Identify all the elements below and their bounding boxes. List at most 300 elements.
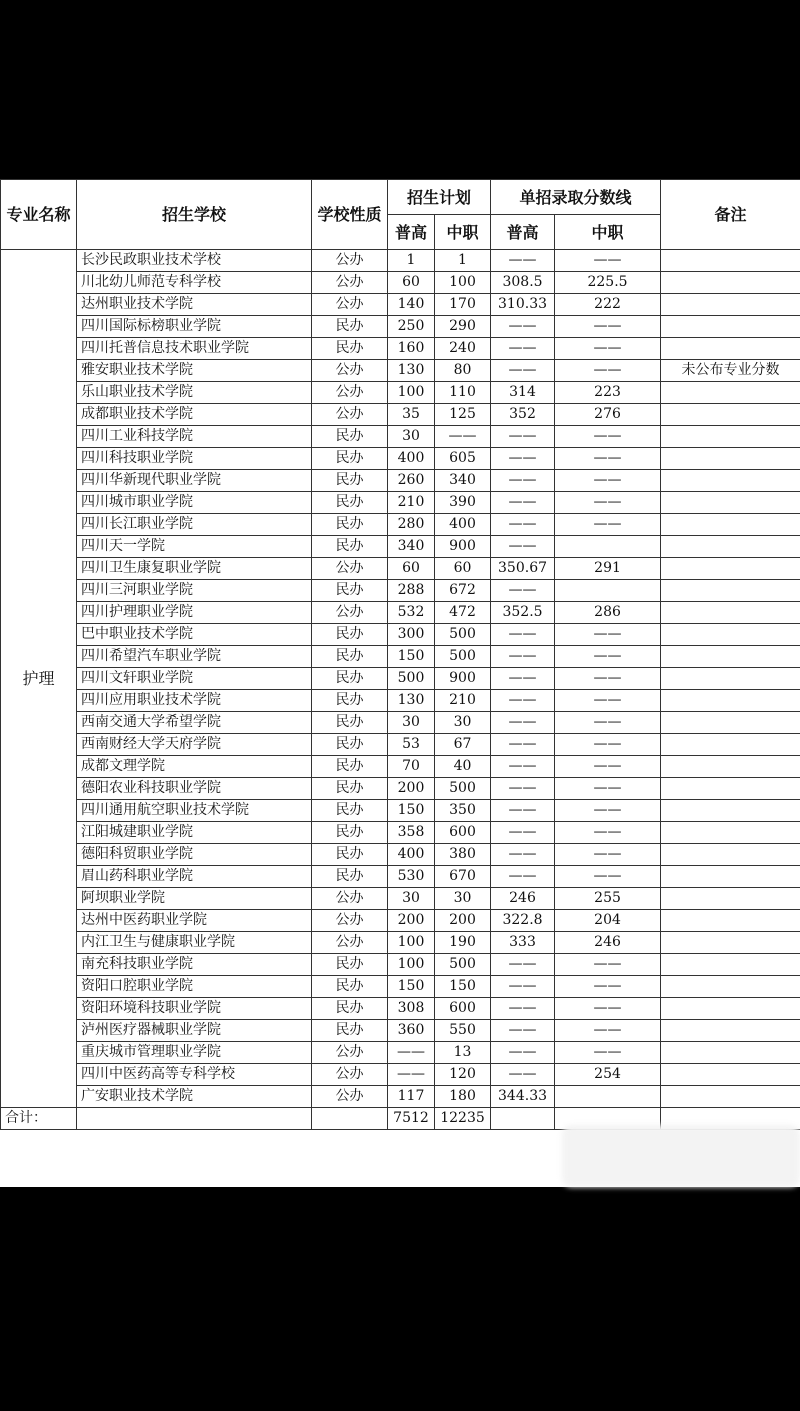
line-zz-cell: —— xyxy=(555,1020,661,1042)
plan-pg-cell: 150 xyxy=(388,646,435,668)
table-row xyxy=(1,272,800,294)
school-nature-cell: 民办 xyxy=(312,492,388,514)
table-row xyxy=(1,690,800,712)
table-row xyxy=(1,1086,800,1108)
school-nature-cell: 民办 xyxy=(312,668,388,690)
school-name-cell: 四川希望汽车职业学院 xyxy=(77,646,312,668)
school-nature-cell: 民办 xyxy=(312,514,388,536)
table-row xyxy=(1,800,800,822)
header-school: 招生学校 xyxy=(77,180,312,250)
school-name-cell: 四川文轩职业学院 xyxy=(77,668,312,690)
remark-cell xyxy=(661,778,800,800)
school-nature-cell: 公办 xyxy=(312,910,388,932)
school-name-cell: 西南交通大学希望学院 xyxy=(77,712,312,734)
remark-cell xyxy=(661,382,800,404)
line-zz-cell xyxy=(555,536,661,558)
line-zz-cell: 286 xyxy=(555,602,661,624)
line-pg-cell: —— xyxy=(491,536,555,558)
line-pg-cell: 350.67 xyxy=(491,558,555,580)
remark-cell xyxy=(661,976,800,998)
plan-pg-cell: 260 xyxy=(388,470,435,492)
line-pg-cell: 333 xyxy=(491,932,555,954)
remark-cell xyxy=(661,888,800,910)
plan-pg-cell: —— xyxy=(388,1064,435,1086)
remark-cell xyxy=(661,602,800,624)
plan-pg-cell: 200 xyxy=(388,778,435,800)
school-nature-cell: 民办 xyxy=(312,778,388,800)
school-name-cell: 四川长江职业学院 xyxy=(77,514,312,536)
line-zz-cell: —— xyxy=(555,360,661,382)
line-zz-cell: —— xyxy=(555,250,661,272)
remark-cell xyxy=(661,844,800,866)
line-pg-cell: —— xyxy=(491,668,555,690)
line-zz-cell: —— xyxy=(555,800,661,822)
line-zz-cell: 255 xyxy=(555,888,661,910)
plan-pg-cell: 60 xyxy=(388,558,435,580)
school-nature-cell: 公办 xyxy=(312,250,388,272)
school-name-cell: 成都职业技术学院 xyxy=(77,404,312,426)
remark-cell xyxy=(661,1086,800,1108)
plan-pg-cell: 30 xyxy=(388,712,435,734)
plan-zz-cell: 500 xyxy=(435,624,491,646)
plan-pg-cell: 300 xyxy=(388,624,435,646)
plan-pg-cell: 117 xyxy=(388,1086,435,1108)
remark-cell xyxy=(661,1020,800,1042)
remark-cell xyxy=(661,690,800,712)
header-major: 专业名称 xyxy=(1,180,77,250)
line-pg-cell: —— xyxy=(491,712,555,734)
plan-pg-cell: 130 xyxy=(388,690,435,712)
remark-cell xyxy=(661,272,800,294)
header-row-1 xyxy=(1,180,800,215)
line-zz-cell: —— xyxy=(555,1042,661,1064)
school-name-cell: 广安职业技术学院 xyxy=(77,1086,312,1108)
school-name-cell: 四川国际标榜职业学院 xyxy=(77,316,312,338)
table-row xyxy=(1,932,800,954)
table-row xyxy=(1,822,800,844)
line-pg-cell: 308.5 xyxy=(491,272,555,294)
line-zz-cell: 225.5 xyxy=(555,272,661,294)
school-name-cell: 达州中医药职业学院 xyxy=(77,910,312,932)
school-name-cell: 江阳城建职业学院 xyxy=(77,822,312,844)
table-row xyxy=(1,580,800,602)
plan-pg-cell: —— xyxy=(388,1042,435,1064)
plan-zz-cell: 500 xyxy=(435,646,491,668)
line-zz-cell xyxy=(555,1086,661,1108)
plan-pg-cell: 53 xyxy=(388,734,435,756)
line-zz-cell: —— xyxy=(555,976,661,998)
table-row xyxy=(1,1020,800,1042)
plan-zz-cell: 380 xyxy=(435,844,491,866)
total-empty-cell xyxy=(77,1108,312,1130)
table-row xyxy=(1,514,800,536)
plan-zz-cell: 210 xyxy=(435,690,491,712)
plan-pg-cell: 30 xyxy=(388,888,435,910)
school-nature-cell: 民办 xyxy=(312,954,388,976)
school-name-cell: 阿坝职业学院 xyxy=(77,888,312,910)
line-zz-cell: —— xyxy=(555,668,661,690)
school-nature-cell: 民办 xyxy=(312,844,388,866)
plan-zz-cell: 30 xyxy=(435,888,491,910)
school-name-cell: 资阳环境科技职业学院 xyxy=(77,998,312,1020)
plan-pg-cell: 358 xyxy=(388,822,435,844)
school-name-cell: 长沙民政职业技术学校 xyxy=(77,250,312,272)
table-row xyxy=(1,756,800,778)
school-name-cell: 四川城市职业学院 xyxy=(77,492,312,514)
school-nature-cell: 民办 xyxy=(312,316,388,338)
remark-cell xyxy=(661,1064,800,1086)
school-name-cell: 四川科技职业学院 xyxy=(77,448,312,470)
plan-zz-cell: 600 xyxy=(435,998,491,1020)
header-plan-zz: 中职 xyxy=(435,215,491,250)
school-name-cell: 德阳农业科技职业学院 xyxy=(77,778,312,800)
header-score-line: 单招录取分数线 xyxy=(491,180,661,215)
plan-pg-cell: 400 xyxy=(388,448,435,470)
total-empty-cell xyxy=(491,1108,555,1130)
table-row xyxy=(1,910,800,932)
school-nature-cell: 公办 xyxy=(312,888,388,910)
table-row xyxy=(1,426,800,448)
line-pg-cell: —— xyxy=(491,734,555,756)
line-pg-cell: 314 xyxy=(491,382,555,404)
remark-cell xyxy=(661,800,800,822)
remark-cell xyxy=(661,668,800,690)
plan-zz-cell: 67 xyxy=(435,734,491,756)
school-name-cell: 内江卫生与健康职业学院 xyxy=(77,932,312,954)
plan-zz-cell: 125 xyxy=(435,404,491,426)
school-nature-cell: 民办 xyxy=(312,866,388,888)
remark-cell xyxy=(661,932,800,954)
line-pg-cell: —— xyxy=(491,844,555,866)
line-zz-cell: —— xyxy=(555,514,661,536)
plan-zz-cell: 290 xyxy=(435,316,491,338)
line-zz-cell: —— xyxy=(555,448,661,470)
plan-zz-cell: 110 xyxy=(435,382,491,404)
line-zz-cell: 223 xyxy=(555,382,661,404)
line-pg-cell: —— xyxy=(491,514,555,536)
line-zz-cell: —— xyxy=(555,844,661,866)
remark-cell xyxy=(661,1042,800,1064)
line-pg-cell: —— xyxy=(491,756,555,778)
plan-pg-cell: 150 xyxy=(388,976,435,998)
major-name-cell: 护理 xyxy=(1,250,77,1108)
school-nature-cell: 民办 xyxy=(312,734,388,756)
plan-pg-cell: 150 xyxy=(388,800,435,822)
plan-zz-cell: 60 xyxy=(435,558,491,580)
plan-pg-cell: 35 xyxy=(388,404,435,426)
school-name-cell: 四川工业科技学院 xyxy=(77,426,312,448)
table-row xyxy=(1,998,800,1020)
plan-zz-cell: 550 xyxy=(435,1020,491,1042)
line-zz-cell: —— xyxy=(555,690,661,712)
remark-cell xyxy=(661,580,800,602)
remark-cell xyxy=(661,712,800,734)
table-row xyxy=(1,382,800,404)
line-pg-cell: —— xyxy=(491,338,555,360)
remark-cell xyxy=(661,404,800,426)
line-pg-cell: —— xyxy=(491,580,555,602)
header-line-pg: 普高 xyxy=(491,215,555,250)
school-name-cell: 四川中医药高等专科学校 xyxy=(77,1064,312,1086)
remark-cell xyxy=(661,250,800,272)
remark-cell xyxy=(661,822,800,844)
line-pg-cell: —— xyxy=(491,778,555,800)
line-pg-cell: 344.33 xyxy=(491,1086,555,1108)
table-row xyxy=(1,734,800,756)
remark-cell xyxy=(661,536,800,558)
line-pg-cell: 352.5 xyxy=(491,602,555,624)
line-pg-cell: —— xyxy=(491,690,555,712)
school-nature-cell: 公办 xyxy=(312,382,388,404)
plan-pg-cell: 400 xyxy=(388,844,435,866)
line-zz-cell: —— xyxy=(555,624,661,646)
plan-zz-cell: 200 xyxy=(435,910,491,932)
line-zz-cell: —— xyxy=(555,866,661,888)
plan-zz-cell: 500 xyxy=(435,954,491,976)
table-row xyxy=(1,1064,800,1086)
line-pg-cell: —— xyxy=(491,954,555,976)
line-pg-cell: 246 xyxy=(491,888,555,910)
remark-cell xyxy=(661,492,800,514)
school-nature-cell: 公办 xyxy=(312,404,388,426)
line-pg-cell: —— xyxy=(491,316,555,338)
header-plan-pg: 普高 xyxy=(388,215,435,250)
line-zz-cell: 204 xyxy=(555,910,661,932)
school-name-cell: 达州职业技术学院 xyxy=(77,294,312,316)
remark-cell xyxy=(661,756,800,778)
line-zz-cell: —— xyxy=(555,338,661,360)
remark-cell xyxy=(661,426,800,448)
table-row xyxy=(1,404,800,426)
plan-pg-cell: 140 xyxy=(388,294,435,316)
total-empty-cell xyxy=(312,1108,388,1130)
school-name-cell: 南充科技职业学院 xyxy=(77,954,312,976)
table-row xyxy=(1,558,800,580)
plan-zz-cell: 900 xyxy=(435,668,491,690)
plan-pg-cell: 500 xyxy=(388,668,435,690)
score-table-sheet xyxy=(0,179,800,1187)
line-zz-cell: —— xyxy=(555,426,661,448)
plan-zz-cell: 350 xyxy=(435,800,491,822)
school-name-cell: 成都文理学院 xyxy=(77,756,312,778)
table-row xyxy=(1,624,800,646)
school-name-cell: 乐山职业技术学院 xyxy=(77,382,312,404)
line-zz-cell: —— xyxy=(555,492,661,514)
plan-zz-cell: 605 xyxy=(435,448,491,470)
plan-zz-cell: 180 xyxy=(435,1086,491,1108)
header-line-zz: 中职 xyxy=(555,215,661,250)
school-nature-cell: 民办 xyxy=(312,1020,388,1042)
remark-cell xyxy=(661,998,800,1020)
school-nature-cell: 民办 xyxy=(312,998,388,1020)
school-nature-cell: 民办 xyxy=(312,338,388,360)
school-nature-cell: 民办 xyxy=(312,580,388,602)
blurred-overlay xyxy=(562,1125,800,1187)
plan-zz-cell: 120 xyxy=(435,1064,491,1086)
table-row xyxy=(1,844,800,866)
remark-cell xyxy=(661,514,800,536)
line-pg-cell: —— xyxy=(491,866,555,888)
line-pg-cell: —— xyxy=(491,800,555,822)
line-pg-cell: —— xyxy=(491,646,555,668)
plan-pg-cell: 60 xyxy=(388,272,435,294)
table-row xyxy=(1,294,800,316)
plan-pg-cell: 532 xyxy=(388,602,435,624)
school-name-cell: 西南财经大学天府学院 xyxy=(77,734,312,756)
school-nature-cell: 民办 xyxy=(312,536,388,558)
plan-zz-cell: 600 xyxy=(435,822,491,844)
school-name-cell: 四川托普信息技术职业学院 xyxy=(77,338,312,360)
school-name-cell: 四川天一学院 xyxy=(77,536,312,558)
line-pg-cell: 352 xyxy=(491,404,555,426)
plan-pg-cell: 210 xyxy=(388,492,435,514)
plan-pg-cell: 100 xyxy=(388,954,435,976)
table-row xyxy=(1,602,800,624)
header-remark: 备注 xyxy=(661,180,800,250)
line-zz-cell: —— xyxy=(555,316,661,338)
plan-zz-cell: 100 xyxy=(435,272,491,294)
plan-zz-cell: 170 xyxy=(435,294,491,316)
total-plan-zz-cell: 12235 xyxy=(435,1108,491,1130)
school-nature-cell: 公办 xyxy=(312,360,388,382)
plan-pg-cell: 70 xyxy=(388,756,435,778)
plan-zz-cell: 390 xyxy=(435,492,491,514)
line-pg-cell: —— xyxy=(491,360,555,382)
remark-cell xyxy=(661,624,800,646)
line-pg-cell: —— xyxy=(491,250,555,272)
school-name-cell: 四川华新现代职业学院 xyxy=(77,470,312,492)
table-row xyxy=(1,1042,800,1064)
line-zz-cell: —— xyxy=(555,954,661,976)
table-body xyxy=(1,250,800,1130)
plan-zz-cell: 340 xyxy=(435,470,491,492)
remark-cell xyxy=(661,294,800,316)
table-row xyxy=(1,492,800,514)
school-nature-cell: 民办 xyxy=(312,976,388,998)
plan-zz-cell: 900 xyxy=(435,536,491,558)
school-nature-cell: 民办 xyxy=(312,756,388,778)
line-pg-cell: —— xyxy=(491,1020,555,1042)
school-name-cell: 四川护理职业学院 xyxy=(77,602,312,624)
table-row xyxy=(1,778,800,800)
school-nature-cell: 民办 xyxy=(312,822,388,844)
remark-cell xyxy=(661,448,800,470)
remark-cell xyxy=(661,646,800,668)
plan-pg-cell: 1 xyxy=(388,250,435,272)
line-pg-cell: —— xyxy=(491,426,555,448)
school-name-cell: 重庆城市管理职业学院 xyxy=(77,1042,312,1064)
plan-pg-cell: 130 xyxy=(388,360,435,382)
school-nature-cell: 民办 xyxy=(312,448,388,470)
table-row xyxy=(1,470,800,492)
plan-pg-cell: 288 xyxy=(388,580,435,602)
plan-zz-cell: 500 xyxy=(435,778,491,800)
school-nature-cell: 公办 xyxy=(312,602,388,624)
line-zz-cell: —— xyxy=(555,756,661,778)
school-name-cell: 巴中职业技术学院 xyxy=(77,624,312,646)
remark-cell xyxy=(661,470,800,492)
school-nature-cell: 民办 xyxy=(312,712,388,734)
plan-zz-cell: 472 xyxy=(435,602,491,624)
school-name-cell: 资阳口腔职业学院 xyxy=(77,976,312,998)
plan-pg-cell: 100 xyxy=(388,382,435,404)
line-zz-cell: —— xyxy=(555,734,661,756)
school-name-cell: 四川卫生康复职业学院 xyxy=(77,558,312,580)
table-row xyxy=(1,536,800,558)
school-nature-cell: 民办 xyxy=(312,646,388,668)
line-pg-cell: —— xyxy=(491,976,555,998)
school-nature-cell: 公办 xyxy=(312,1086,388,1108)
school-name-cell: 四川三河职业学院 xyxy=(77,580,312,602)
total-plan-pg-cell: 7512 xyxy=(388,1108,435,1130)
school-name-cell: 四川应用职业技术学院 xyxy=(77,690,312,712)
table-row xyxy=(1,866,800,888)
line-zz-cell: —— xyxy=(555,646,661,668)
school-nature-cell: 公办 xyxy=(312,1064,388,1086)
school-nature-cell: 民办 xyxy=(312,690,388,712)
header-nature: 学校性质 xyxy=(312,180,388,250)
plan-pg-cell: 340 xyxy=(388,536,435,558)
plan-pg-cell: 160 xyxy=(388,338,435,360)
table-row xyxy=(1,338,800,360)
plan-zz-cell: 30 xyxy=(435,712,491,734)
remark-cell xyxy=(661,558,800,580)
line-zz-cell: —— xyxy=(555,998,661,1020)
line-zz-cell: 276 xyxy=(555,404,661,426)
plan-zz-cell: 80 xyxy=(435,360,491,382)
plan-pg-cell: 30 xyxy=(388,426,435,448)
total-label-cell: 合计： xyxy=(1,1108,77,1130)
school-name-cell: 四川通用航空职业技术学院 xyxy=(77,800,312,822)
plan-zz-cell: 1 xyxy=(435,250,491,272)
line-zz-cell: —— xyxy=(555,712,661,734)
line-pg-cell: —— xyxy=(491,1064,555,1086)
admission-table xyxy=(0,179,800,1130)
line-pg-cell: —— xyxy=(491,448,555,470)
remark-cell xyxy=(661,734,800,756)
plan-pg-cell: 100 xyxy=(388,932,435,954)
table-row xyxy=(1,888,800,910)
remark-cell xyxy=(661,866,800,888)
plan-pg-cell: 250 xyxy=(388,316,435,338)
line-pg-cell: —— xyxy=(491,1042,555,1064)
table-row xyxy=(1,712,800,734)
school-nature-cell: 民办 xyxy=(312,470,388,492)
table-row xyxy=(1,646,800,668)
plan-pg-cell: 360 xyxy=(388,1020,435,1042)
plan-pg-cell: 280 xyxy=(388,514,435,536)
plan-pg-cell: 530 xyxy=(388,866,435,888)
school-name-cell: 川北幼儿师范专科学校 xyxy=(77,272,312,294)
table-row xyxy=(1,250,800,272)
table-row xyxy=(1,954,800,976)
school-nature-cell: 公办 xyxy=(312,1042,388,1064)
plan-zz-cell: 400 xyxy=(435,514,491,536)
school-name-cell: 眉山药科职业学院 xyxy=(77,866,312,888)
plan-zz-cell: 13 xyxy=(435,1042,491,1064)
school-nature-cell: 公办 xyxy=(312,932,388,954)
line-pg-cell: —— xyxy=(491,470,555,492)
table-row xyxy=(1,976,800,998)
line-pg-cell: 322.8 xyxy=(491,910,555,932)
school-nature-cell: 民办 xyxy=(312,624,388,646)
line-pg-cell: —— xyxy=(491,624,555,646)
school-name-cell: 德阳科贸职业学院 xyxy=(77,844,312,866)
school-nature-cell: 公办 xyxy=(312,558,388,580)
remark-cell xyxy=(661,910,800,932)
school-nature-cell: 民办 xyxy=(312,800,388,822)
line-pg-cell: —— xyxy=(491,492,555,514)
